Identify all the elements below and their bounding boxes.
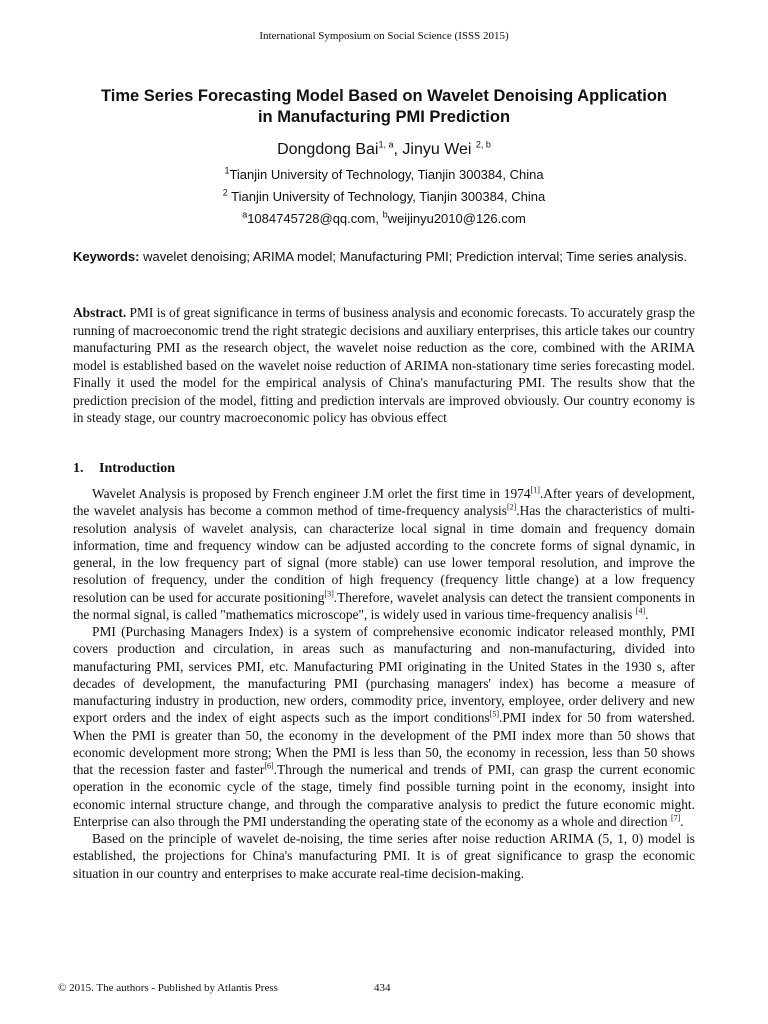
text-run: . [680, 813, 684, 829]
text-run: .After years of development, the wavelet analysis has become a common method of time-frequency analysis [73, 486, 695, 519]
citation-5: [5] [489, 709, 499, 719]
section-heading-introduction [73, 461, 175, 477]
affiliation-2-mark: 2 [222, 187, 228, 198]
email-line [0, 211, 768, 226]
text-run: .Therefore, wavelet analysis can detect the transient components in the normal signal, is called "mathematics microscope", is widely used in various time-frequency analisis [73, 589, 695, 622]
title-line-1: Time Series Forecasting Model Based on Wavelet Denoising Application [100, 87, 667, 105]
citation-3: [3] [324, 589, 334, 599]
text-run: Wavelet Analysis is proposed by French engineer J.M orlet the first time in 1974 [92, 486, 531, 501]
intro-paragraph-3: Based on the principle of wavelet de-noising, the time series after noise reduction ARIMA (5, 1, 0) model is established, the projections for China's manufacturing PMI. It is of great significance to grasp the economic situation in our country and enterprises to make accurate real-time decision-making. [73, 831, 695, 881]
abstract [73, 304, 695, 427]
intro-paragraph-1 [73, 485, 695, 623]
email-a: 1084745728@qq.com, [247, 211, 383, 226]
affiliation-2 [0, 189, 768, 204]
author-2: Jinyu Wei [402, 141, 472, 158]
citation-7: [7] [670, 813, 681, 823]
citation-1: [1] [530, 485, 540, 495]
text-run: .PMI index for 50 from watershed. When the PMI is greater than 50, the economy in the development of the PMI index more than 50 shows that economic development more strong; When the PMI is less than 50, the economy in recession, less than 50 shows that the recession faster and faster [73, 710, 695, 777]
citation-6: [6] [264, 761, 274, 771]
copyright-footer: © 2015. The authors - Published by Atlantis Press [58, 982, 278, 994]
page-number: 434 [374, 982, 391, 994]
abstract-label: Abstract. [73, 305, 127, 320]
author-1: Dongdong Bai [277, 141, 379, 158]
author-2-affiliation-mark: 2, b [475, 139, 491, 150]
email-a-mark: a [242, 209, 248, 220]
author-separator: , [393, 141, 403, 158]
keywords-text: wavelet denoising; ARIMA model; Manufacturing PMI; Prediction interval; Time series analysis. [139, 249, 688, 264]
affiliation-1-mark: 1 [224, 165, 230, 176]
title-line-2: in Manufacturing PMI Prediction [257, 108, 511, 126]
affiliation-1-text: Tianjin University of Technology, Tianjin 300384, China [229, 167, 544, 182]
conference-header: International Symposium on Social Science (ISSS 2015) [259, 30, 509, 42]
section-number: 1. [73, 461, 84, 476]
affiliation-1 [0, 167, 768, 182]
email-b-mark: b [382, 209, 388, 220]
intro-paragraph-2 [73, 623, 695, 830]
keywords-label: Keywords: [73, 249, 140, 264]
keywords [73, 249, 695, 265]
paper-title [60, 86, 708, 128]
citation-2: [2] [506, 502, 517, 512]
author-1-affiliation-mark: 1, a [378, 139, 394, 150]
affiliation-2-text: Tianjin University of Technology, Tianjin 300384, China [231, 189, 546, 204]
email-b: weijinyu2010@126.com [387, 211, 526, 226]
text-run: .Through the numerical and trends of PMI, can grasp the current economic operation in the economic cycle of the stage, timely find possible turning point in the economy, insight into economic internal structure change, and through the comparative analysis to predict the future economic might. Enterprise can also through the PMI understanding the operating state of the economy as a whole and direction [73, 762, 695, 829]
citation-4: [4] [635, 606, 646, 616]
text-run: .Has the characteristics of multi-resolution analysis of wavelet analysis, can characterize local signal in time domain and frequency domain information, time and frequency window can be adjusted according to the concrete forms of signal dynamic, in general, in the low frequency part of signal (more stable) can use lower temporal resolution, and improve the resolution of frequency, under the condition of high frequency (frequency little change) at a low frequency resolution can be used for accurate positioning [73, 503, 696, 605]
author-line [0, 141, 768, 159]
text-run: . [645, 606, 649, 622]
text-run: PMI (Purchasing Managers Index) is a system of comprehensive economic indicator released monthly, PMI covers production and circulation, in areas such as manufacturing and non-manufacturing, divided into manufacturing PMI, services PMI, etc. Manufacturing PMI originating in the United States in the 1930 s, after decades of development, the manufacturing PMI (purchasing managers' index) has become a measure of manufacturing industry in production, new orders, commodity price, inventory, employee, order delivery and new export orders and the index of eight aspects such as the import conditions [73, 624, 695, 726]
section-title: Introduction [99, 461, 175, 476]
introduction-body [73, 485, 695, 882]
abstract-text: PMI is of great significance in terms of business analysis and economic forecasts. To accurately grasp the running of macroeconomic trend the right strategic decisions and auxiliary enterprises, this article takes our country manufacturing PMI as the research object, the wavelet noise reduction as the core, combined with the ARIMA model is established based on the wavelet noise reduction of ARIMA non-stationary time series forecasting model. Finally it used the model for the empirical analysis of China's manufacturing PMI. The results show that the prediction precision of the model, fitting and prediction intervals are improved obviously. Our country economy is in steady stage, our country macroeconomic policy has obvious effect [73, 305, 695, 425]
